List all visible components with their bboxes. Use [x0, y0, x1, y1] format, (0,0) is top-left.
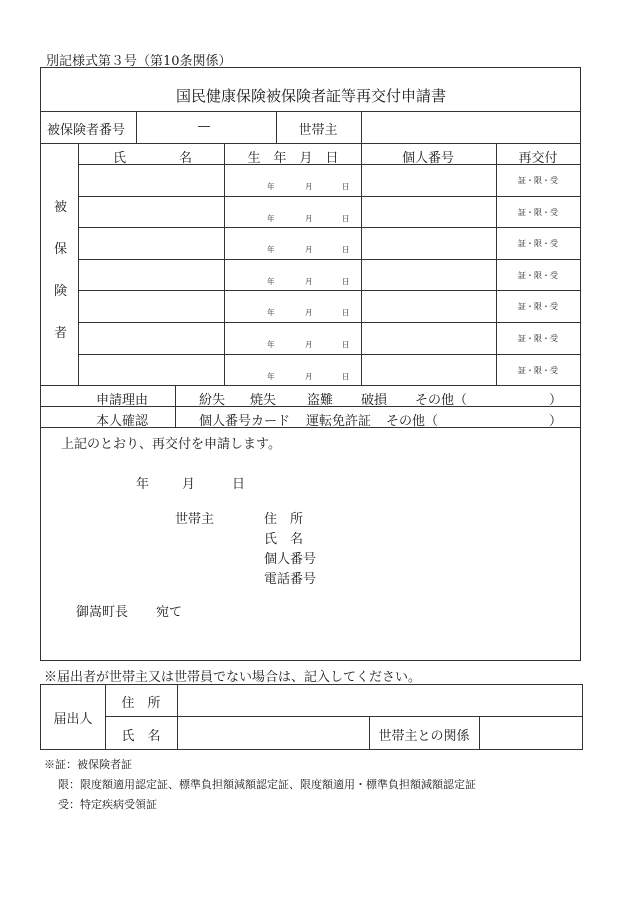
applicant-phone-label: 電話番号: [264, 572, 317, 587]
insured-number-field[interactable]: —: [197, 119, 211, 134]
insured-name-field[interactable]: [80, 229, 222, 257]
dob-month-label: 月: [305, 276, 313, 286]
identity-mynumber-card[interactable]: 個人番号カード: [199, 414, 291, 429]
reason-stolen[interactable]: 盗難: [306, 393, 334, 408]
dob-year-label: 年: [267, 371, 275, 381]
column-header-reissue: 再交付: [518, 151, 558, 166]
application-form: [40, 67, 581, 661]
insured-name-field[interactable]: [80, 261, 222, 289]
dob-year-label: 年: [267, 276, 275, 286]
addressee-to: 宛て: [156, 605, 183, 620]
insured-name-field[interactable]: [80, 324, 222, 352]
personal-number-field[interactable]: [363, 166, 494, 194]
reporter-label: 届出人: [53, 712, 93, 727]
insured-name-field[interactable]: [80, 198, 222, 226]
dob-month-label: 月: [305, 371, 313, 381]
personal-number-field[interactable]: [363, 229, 494, 257]
reason-other[interactable]: その他（: [415, 393, 468, 408]
dob-day-label: 日: [342, 308, 350, 318]
declaration-text: 上記のとおり、再交付を申請します。: [61, 437, 281, 452]
personal-number-field[interactable]: [363, 356, 494, 384]
identity-other[interactable]: その他（: [386, 414, 439, 429]
reporter-address-field[interactable]: [181, 688, 577, 713]
reissue-options[interactable]: 証・限・受: [518, 176, 558, 185]
identity-label: 本人確認: [95, 414, 149, 429]
column-header-name-1: 氏: [113, 151, 127, 166]
column-header-date-of-birth: 生 年 月 日: [247, 151, 339, 166]
dob-year-label: 年: [267, 182, 275, 191]
reissue-options[interactable]: 証・限・受: [518, 270, 558, 280]
reason-damaged[interactable]: 破損: [360, 393, 388, 408]
date-year: 年: [136, 477, 150, 492]
date-month: 月: [182, 477, 196, 492]
insured-char-3: 険: [54, 284, 68, 299]
note-limit: 限：限度額適用認定証、標準負担額減額認定証、限度額適用・標準負担額減額認定証: [58, 778, 476, 791]
household-head-field[interactable]: [373, 119, 573, 139]
dob-year-label: 年: [267, 308, 275, 318]
applicant-personal-number-label: 個人番号: [264, 552, 317, 567]
dob-year-label: 年: [267, 245, 275, 255]
dob-month-label: 月: [305, 340, 313, 349]
reason-burned[interactable]: 焼失: [249, 393, 277, 408]
insured-name-field[interactable]: [80, 356, 222, 384]
personal-number-field[interactable]: [363, 324, 494, 352]
reissue-options[interactable]: 証・限・受: [518, 334, 558, 343]
addressee-mayor: 御嵩町長: [76, 605, 129, 620]
personal-number-field[interactable]: [363, 292, 494, 320]
insured-name-field[interactable]: [80, 292, 222, 320]
dob-day-label: 日: [342, 213, 350, 223]
insured-name-field[interactable]: [80, 166, 222, 194]
applicant-head-label: 世帯主: [175, 512, 215, 527]
form-number: 別記様式第３号（第10条関係）: [46, 54, 232, 69]
reporter-address-label: 住 所: [121, 696, 161, 711]
insured-char-1: 被: [54, 200, 68, 215]
personal-number-field[interactable]: [363, 198, 494, 226]
insured-char-4: 者: [54, 326, 68, 341]
dob-day-label: 日: [342, 245, 350, 255]
household-head-label: 世帯主: [298, 123, 338, 138]
dob-month-label: 月: [305, 308, 313, 318]
reason-other-close: ）: [549, 393, 563, 408]
reissue-options[interactable]: 証・限・受: [518, 302, 558, 312]
insured-number-label: 被保険者番号: [47, 123, 126, 138]
reporter-name-field[interactable]: [181, 720, 365, 745]
column-header-personal-number: 個人番号: [401, 151, 455, 166]
reporter-notice: ※届出者が世帯主又は世帯員でない場合は、記入してください。: [44, 670, 422, 685]
column-header-name-2: 名: [179, 151, 193, 166]
dob-year-label: 年: [267, 340, 275, 349]
identity-drivers-license[interactable]: 運転免許証: [306, 414, 372, 429]
dob-day-label: 日: [342, 276, 350, 286]
applicant-address-label: 住 所: [264, 512, 304, 527]
personal-number-field[interactable]: [363, 261, 494, 289]
dob-day-label: 日: [342, 340, 350, 349]
reissue-options[interactable]: 証・限・受: [518, 239, 558, 249]
dob-year-label: 年: [267, 213, 275, 223]
reporter-relation-field[interactable]: [483, 720, 577, 745]
reporter-table: [40, 684, 583, 750]
reason-label: 申請理由: [95, 393, 149, 408]
date-day: 日: [232, 477, 246, 492]
dob-month-label: 月: [305, 245, 313, 255]
reporter-name-label: 氏 名: [121, 729, 161, 744]
form-title: 国民健康保険被保険者証等再交付申請書: [175, 87, 447, 105]
insured-char-2: 保: [54, 242, 68, 257]
reissue-options[interactable]: 証・限・受: [518, 207, 558, 217]
dob-month-label: 月: [305, 182, 313, 191]
reissue-options[interactable]: 証・限・受: [518, 365, 558, 375]
dob-day-label: 日: [342, 182, 350, 191]
applicant-name-label: 氏 名: [264, 532, 304, 547]
identity-other-close: ）: [549, 414, 563, 429]
reporter-relation-label: 世帯主との関係: [378, 729, 470, 744]
dob-month-label: 月: [305, 213, 313, 223]
reason-lost[interactable]: 紛失: [198, 393, 226, 408]
dob-day-label: 日: [342, 371, 350, 381]
note-receive: 受：特定疾病受領証: [58, 798, 157, 811]
note-certificate: ※証：被保険者証: [44, 758, 132, 771]
